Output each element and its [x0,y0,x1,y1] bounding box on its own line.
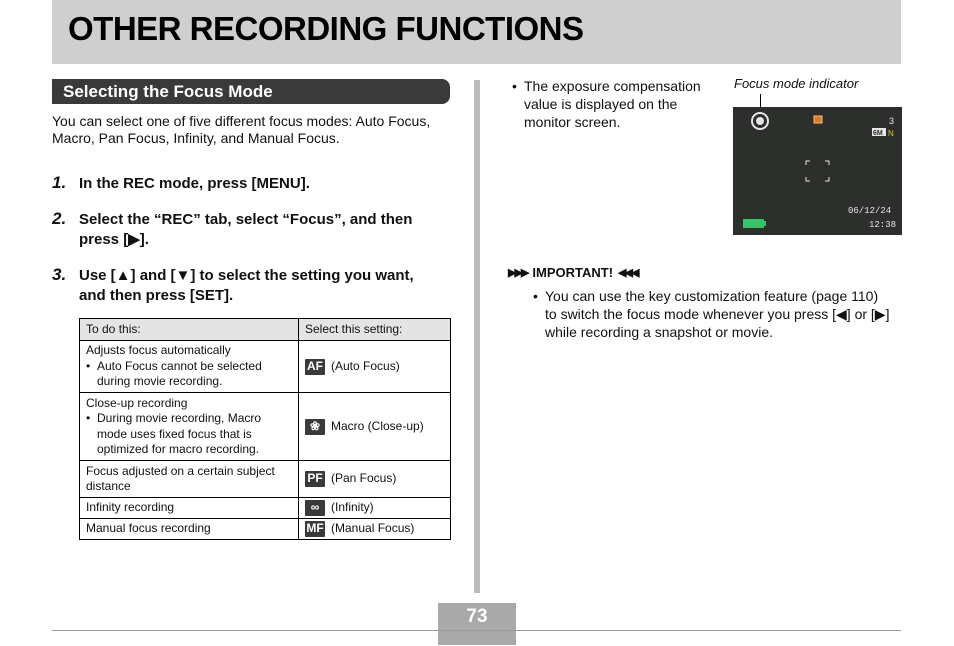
step-number: 1. [52,173,67,192]
table-cell [299,498,451,519]
table-cell [80,461,299,498]
table-cell [299,461,451,498]
page-title: OTHER RECORDING FUNCTIONS [68,10,584,47]
svg-text:6M: 6M [873,130,883,137]
intro-text: You can select one of five different focus modes: Auto Focus, Macro, Pan Focus, Infinity, and Manual Focus. [52,113,431,146]
figure-caption: Focus mode indicator [734,76,859,91]
pan-focus-icon: PF [305,471,325,487]
page-number: 73 [438,603,516,630]
manual-focus-icon: MF [306,521,324,536]
row-description: Manual focus recording [86,521,211,536]
table-row [80,519,451,540]
time-readout: 12:38 [869,220,897,230]
table-row [80,498,451,519]
table-cell [80,519,299,540]
table-header: To do this: [80,319,299,341]
setting-label: Macro (Close-up) [331,418,424,433]
table-cell [80,498,299,519]
table-row [80,341,451,393]
arrow-right-icon: ▶▶▶ [508,267,528,279]
table-header-row [80,319,451,341]
setting-label: (Pan Focus) [331,471,397,486]
row-description: Infinity recording [86,500,175,515]
important-label: IMPORTANT! [532,265,614,280]
table-cell [80,393,299,461]
important-note-text: You can use the key customization feature (page 110) to switch the focus mode whenever you press [◀] or [▶] while recording a snapshot or movie. [545,288,890,340]
infinity-icon: ∞ [305,500,325,516]
exposure-note-text: The exposure compensation value is displayed on the monitor screen. [524,78,701,130]
table-header: Select this setting: [299,319,451,341]
row-bullet-text: During movie recording, Macro mode uses fixed focus that is optimized for macro recording. [97,411,262,456]
important-note: • You can use the key customization feature (page 110) to switch the focus mode whenever you press [◀] or [▶] while recording a snapshot or movie. [533,287,893,341]
macro-flower-icon: ❀ [305,419,325,435]
auto-focus-icon: AF [307,358,323,373]
shot-count: 3 [889,116,895,126]
header-bar [52,0,901,64]
row-description: Adjusts focus automatically [86,343,231,358]
flash-icon [814,116,822,123]
step-text: Use [▲] and [▼] to select the setting you want, and then press [SET]. [79,267,414,304]
arrow-left-icon: ◀◀◀ [618,267,638,279]
table-row [80,393,451,461]
step-text: Select the “REC” tab, select “Focus”, and then press [▶]. [79,211,413,248]
step-text: In the REC mode, press [MENU]. [79,175,310,192]
table-cell [299,341,451,393]
column-divider [474,80,480,593]
focus-mode-table [79,318,451,540]
page-number-tab [438,631,516,645]
quality-mark: N [888,129,894,138]
table-cell [299,519,451,540]
section-title: Selecting the Focus Mode [63,82,273,101]
table-cell [80,341,299,393]
setting-label: (Infinity) [331,500,374,515]
important-heading [503,265,642,280]
row-bullet: • During movie recording, Macro mode uses fixed focus that is optimized for macro recording. [86,411,292,458]
step-number: 3. [52,265,67,284]
row-description: Focus adjusted on a certain subject distance [86,463,275,493]
row-bullet: • Auto Focus cannot be selected during movie recording. [86,359,292,390]
table-cell [299,393,451,461]
row-description: Close-up recording [86,395,188,410]
setting-label: (Auto Focus) [331,358,400,373]
setting-label: (Manual Focus) [331,521,415,536]
row-bullet-text: Auto Focus cannot be selected during movie recording. [97,358,262,389]
monitor-screen [733,107,902,235]
table-row [80,461,451,498]
section-title-bar [52,79,450,104]
exposure-note: • The exposure compensation value is displayed on the monitor screen. [512,77,722,131]
battery-icon [743,219,766,228]
date-readout: 06/12/24 [848,206,892,216]
step-number: 2. [52,209,67,228]
